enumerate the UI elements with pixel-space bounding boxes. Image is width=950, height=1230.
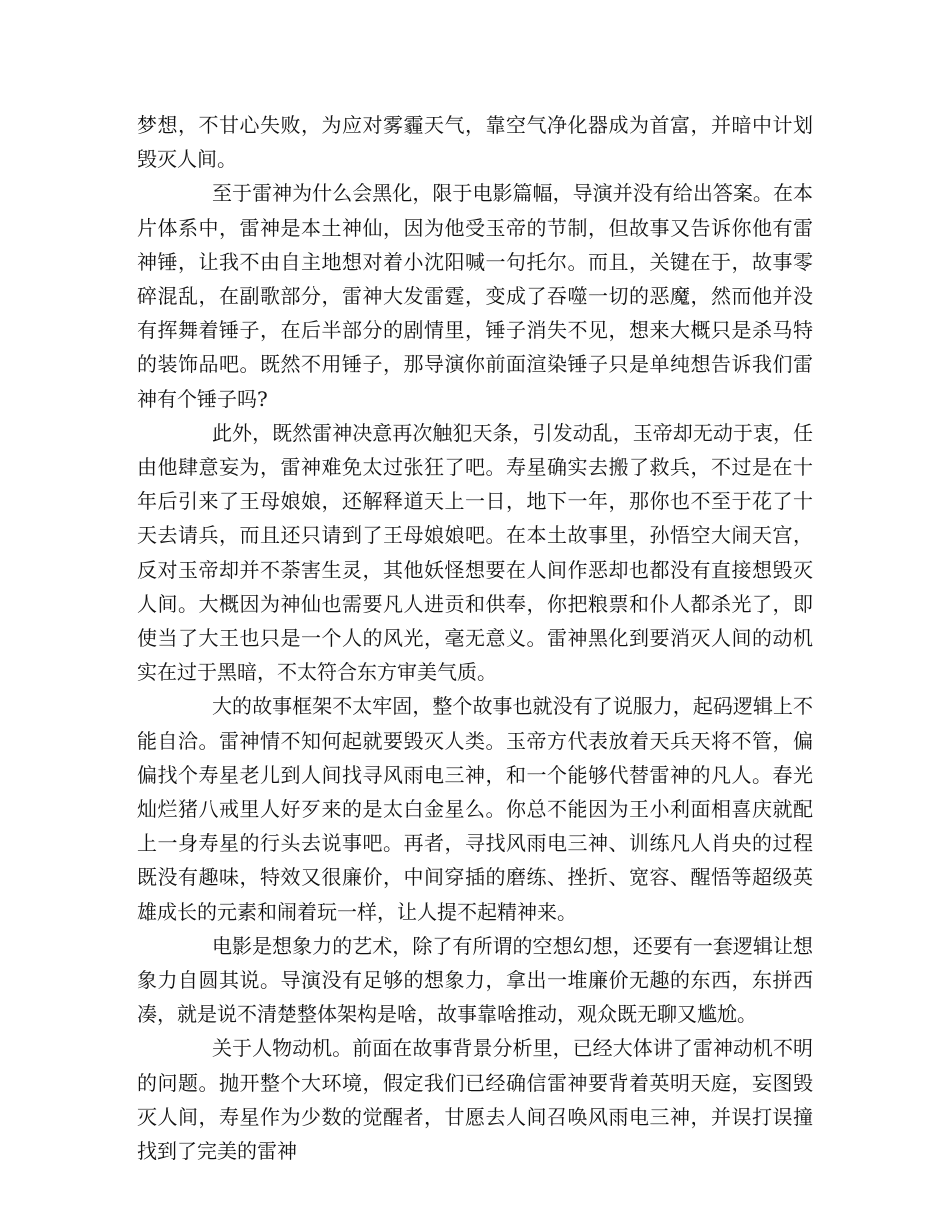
paragraph-1: 梦想，不甘心失败，为应对雾霾天气，靠空气净化器成为首富，并暗中计划毁灭人间。 <box>137 113 813 172</box>
paragraph-3: 此外，既然雷神决意再次触犯天条，引发动乱，玉帝却无动于衷，任由他肆意妄为，雷神难免太过张狂了吧。寿星确实去搬了救兵，不过是在十年后引来了王母娘娘，还解释道天上一日，地下一年，那你也不至于花了十天去请兵，而且还只请到了王母娘娘吧。在本土故事里，孙悟空大闹天宫，反对玉帝却并不荼害生灵，其他妖怪想要在人间作恶却也都没有直接想毁灭人间。大概因为神仙也需要凡人进贡和供奉，你把粮票和仆人都杀光了，即使当了大王也只是一个人的风光，毫无意义。雷神黑化到要消灭人间的动机实在过于黑暗，不太符合东方审美气质。 <box>137 420 813 685</box>
article-body <box>137 108 813 1168</box>
paragraph-4: 大的故事框架不太牢固，整个故事也就没有了说服力，起码逻辑上不能自洽。雷神情不知何起就要毁灭人类。玉帝方代表放着天兵天将不管，偏偏找个寿星老儿到人间找寻风雨电三神，和一个能够代替雷神的凡人。春光灿烂猪八戒里人好歹来的是太白金星么。你总不能因为王小利面相喜庆就配上一身寿星的行头去说事吧。再者，寻找风雨电三神、训练凡人肖央的过程既没有趣味，特效又很廉价，中间穿插的磨练、挫折、宽容、醒悟等超级英雄成长的元素和闹着玩一样，让人提不起精神来。 <box>137 694 813 924</box>
paragraph-2: 至于雷神为什么会黑化，限于电影篇幅，导演并没有给出答案。在本片体系中，雷神是本土神仙，因为他受玉帝的节制，但故事又告诉你他有雷神锤，让我不由自主地想对着小沈阳喊一句托尔。而且，关键在于，故事零碎混乱，在副歌部分，雷神大发雷霆，变成了吞噬一切的恶魔，然而他并没有挥舞着锤子，在后半部分的剧情里，锤子消失不见，想来大概只是杀马特的装饰品吧。既然不用锤子，那导演你前面渲染锤子只是单纯想告诉我们雷神有个锤子吗? <box>137 181 813 411</box>
paragraph-6: 关于人物动机。前面在故事背景分析里，已经大体讲了雷神动机不明的问题。抛开整个大环境，假定我们已经确信雷神要背着英明天庭，妄图毁灭人间，寿星作为少数的觉醒者，甘愿去人间召唤风雨电三神，并误打误撞找到了完美的雷神 <box>137 1036 813 1164</box>
paragraph-5: 电影是想象力的艺术，除了有所谓的空想幻想，还要有一套逻辑让想象力自圆其说。导演没有足够的想象力，拿出一堆廉价无趣的东西，东拼西凑，就是说不清楚整体架构是啥，故事靠啥推动，观众既无聊又尴尬。 <box>137 933 813 1027</box>
